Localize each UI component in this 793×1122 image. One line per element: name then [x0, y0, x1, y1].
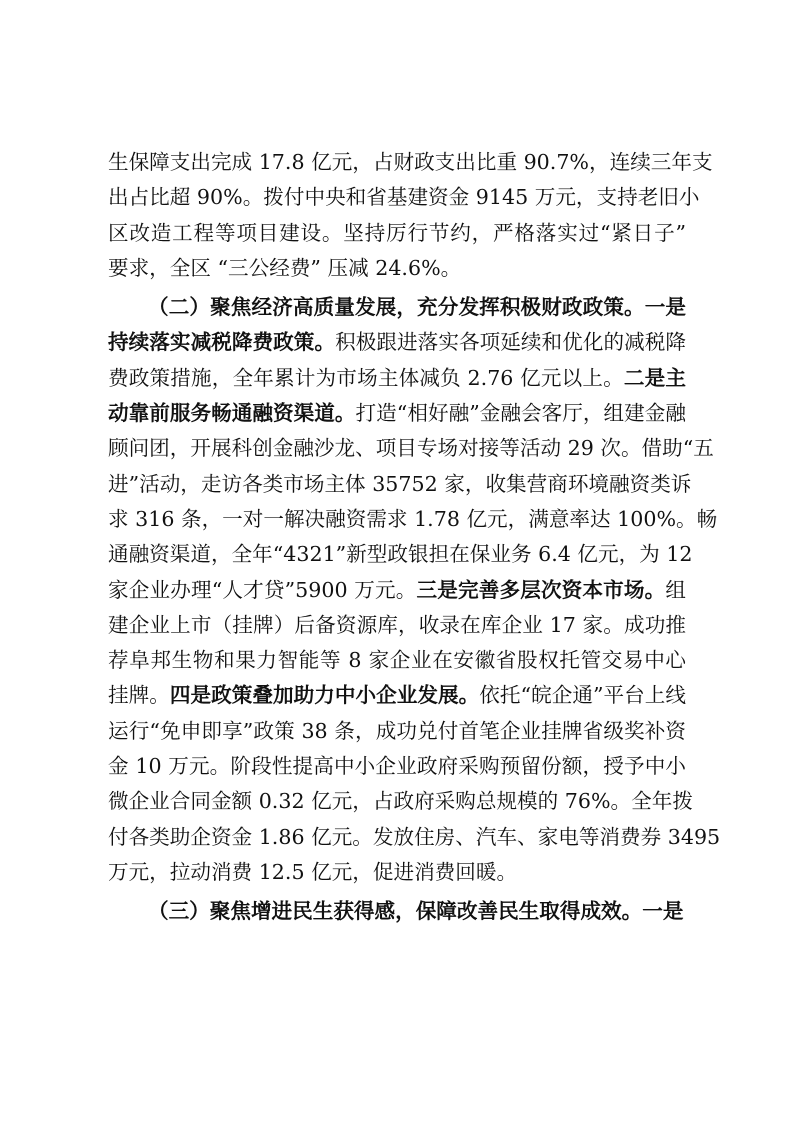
- document-body: [108, 145, 721, 930]
- text-run: 金 10 万元。阶段性提高中小企业政府采购预留份额，授予中小: [108, 754, 686, 779]
- text-run: 依托“皖企通”平台上线: [479, 683, 687, 708]
- text-run: 建企业上市（挂牌）后备资源库，收录在库企业 17 家。成功推: [108, 612, 686, 637]
- text-run: 积极跟进落实各项延续和优化的减税降: [335, 330, 687, 355]
- text-line: [108, 714, 686, 749]
- bold-text-run: 持续落实减税降费政策。: [108, 330, 336, 355]
- text-line: [108, 894, 686, 929]
- text-run: 挂牌。: [108, 683, 170, 708]
- text-run: 家企业办理“人才贷”5900 万元。: [108, 577, 417, 602]
- paragraph: [108, 894, 686, 929]
- text-run: 打造“相好融”金融会客厅，组建金融: [355, 401, 686, 426]
- text-line: [108, 502, 718, 537]
- text-line: [108, 290, 686, 325]
- text-run: 组: [665, 577, 686, 602]
- text-line: [108, 325, 686, 360]
- text-line: [108, 467, 692, 502]
- text-line: [108, 180, 700, 215]
- text-line: [108, 396, 686, 431]
- text-run: 出占比超 90%。拨付中央和省基建资金 9145 万元，支持老旧小: [108, 185, 700, 210]
- text-line: [108, 145, 713, 180]
- paragraph: [108, 290, 721, 890]
- text-run: 求 316 条，一对一解决融资需求 1.78 亿元，满意率达 100%。畅: [108, 506, 718, 531]
- text-run: 进”活动，走访各类市场主体 35752 家，收集营商环境融资类诉: [108, 471, 692, 496]
- text-line: [108, 431, 714, 466]
- text-run: 费政策措施，全年累计为市场主体减负 2.76 亿元以上。: [108, 365, 624, 390]
- text-line: [108, 608, 686, 643]
- bold-text-run: （三）聚焦增进民生获得感，保障改善民生取得成效。一是: [148, 899, 684, 924]
- text-line: [108, 678, 686, 713]
- text-run: 区改造工程等项目建设。坚持厉行节约，严格落实过“紧日子”: [108, 220, 686, 245]
- bold-text-run: 四是政策叠加助力中小企业发展。: [169, 683, 480, 708]
- text-run: 顾问团，开展科创金融沙龙、项目专场对接等活动 29 次。借助“五: [108, 436, 714, 461]
- text-run: 运行“免申即享”政策 38 条，成功兑付首笔企业挂牌省级奖补资: [108, 718, 686, 743]
- text-line: [108, 820, 721, 855]
- text-line: [108, 573, 686, 608]
- text-line: [108, 361, 686, 396]
- paragraph: [108, 145, 713, 286]
- text-run: 微企业合同金额 0.32 亿元，占政府采购总规模的 76%。全年拨: [108, 789, 693, 814]
- text-line: [108, 537, 693, 572]
- text-line: [108, 251, 686, 286]
- bold-text-run: 三是完善多层次资本市场。: [416, 577, 666, 602]
- text-line: [108, 216, 686, 251]
- text-line: [108, 643, 686, 678]
- text-run: 生保障支出完成 17.8 亿元，占财政支出比重 90.7%，连续三年支: [108, 150, 713, 174]
- text-run: 通融资渠道，全年“4321”新型政银担在保业务 6.4 亿元，为 12: [108, 542, 693, 567]
- bold-text-run: 动靠前服务畅通融资渠道。: [108, 401, 356, 426]
- bold-text-run: 二是主: [623, 365, 686, 390]
- bold-text-run: （二）聚焦经济高质量发展，充分发挥积极财政政策。一是: [148, 295, 686, 320]
- text-run: 荐阜邦生物和果力智能等 8 家企业在安徽省股权托管交易中心: [108, 648, 686, 673]
- text-run: 要求，全区 “三公经费” 压减 24.6%。: [108, 255, 462, 280]
- text-line: [108, 855, 686, 890]
- text-run: 万元，拉动消费 12.5 亿元，促进消费回暖。: [108, 859, 518, 884]
- text-line: [108, 784, 693, 819]
- text-run: 付各类助企资金 1.86 亿元。发放住房、汽车、家电等消费券 3495: [108, 824, 721, 849]
- text-line: [108, 749, 686, 784]
